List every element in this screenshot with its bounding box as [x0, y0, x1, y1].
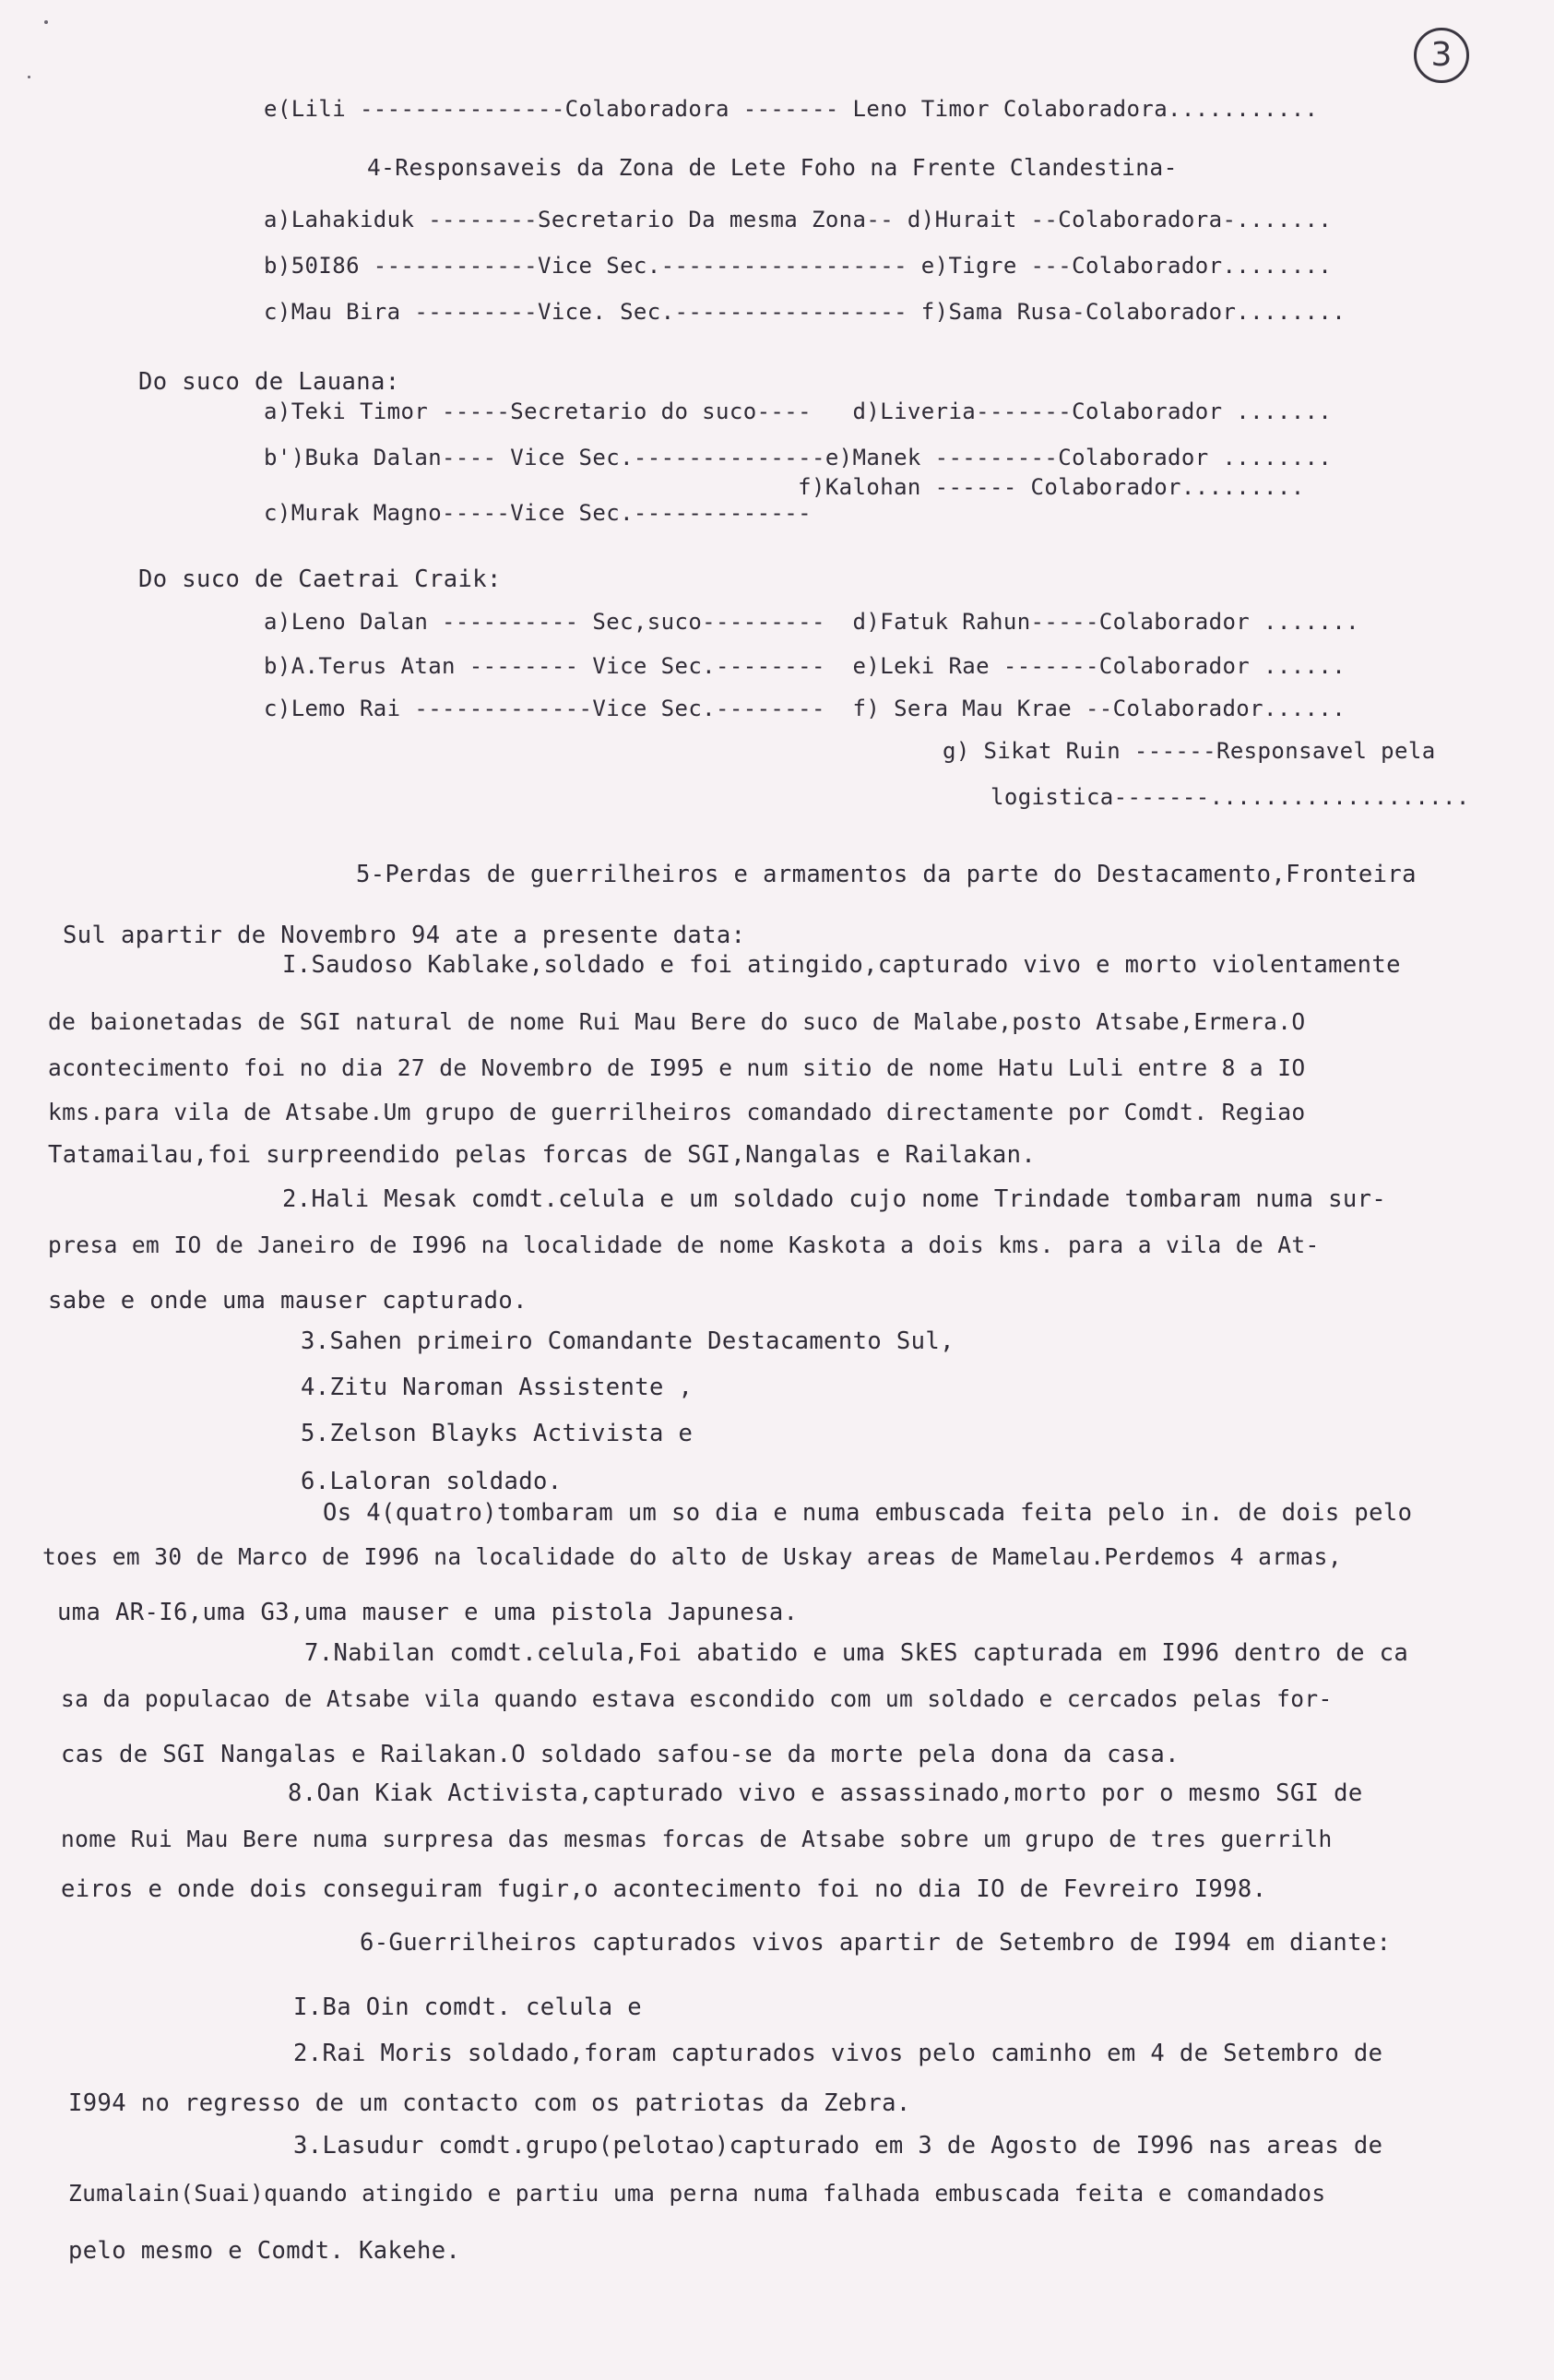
caetrai-row: c)Lemo Rai -------------Vice Sec.-------- f) Sera Mau Krae --Colaborador...... [264, 696, 1346, 721]
lauana-row: b')Buka Dalan---- Vice Sec.--------------e)Manek ---------Colaborador ........ [264, 445, 1333, 470]
losses-line: cas de SGI Nangalas e Railakan.O soldado safou-se da morte pela dona da casa. [61, 1741, 1180, 1768]
zone-row: c)Mau Bira ---------Vice. Sec.----------------- f)Sama Rusa-Colaborador........ [264, 299, 1346, 325]
lauana-section-title: Do suco de Lauana: [138, 368, 400, 396]
paper-speck [44, 20, 48, 24]
losses-line: Tatamailau,foi surpreendido pelas forcas de SGI,Nangalas e Railakan. [48, 1141, 1037, 1169]
zone-row: b)50I86 ------------Vice Sec.------------------ e)Tigre ---Colaborador........ [264, 253, 1333, 279]
losses-line: 2.Hali Mesak comdt.celula e um soldado cujo nome Trindade tombaram numa sur- [282, 1185, 1387, 1213]
losses-line: sa da populacao de Atsabe vila quando estava escondido com um soldado e cercados pelas for- [61, 1685, 1333, 1712]
caetrai-row: g) Sikat Ruin ------Responsavel pela [943, 738, 1436, 764]
losses-line: nome Rui Mau Bere numa surpresa das mesmas forcas de Atsabe sobre um grupo de tres guerrilh [61, 1826, 1333, 1852]
losses-line: acontecimento foi no dia 27 de Novembro de I995 e num sitio de nome Hatu Luli entre 8 a IO [48, 1054, 1306, 1081]
lauana-row: c)Murak Magno-----Vice Sec.------------- [264, 500, 812, 526]
caetrai-row: a)Leno Dalan ---------- Sec,suco--------- d)Fatuk Rahun-----Colaborador ....... [264, 609, 1359, 635]
losses-line: de baionetadas de SGI natural de nome Rui Mau Bere do suco de Malabe,posto Atsabe,Ermera.O [48, 1008, 1306, 1035]
caetrai-row: b)A.Terus Atan -------- Vice Sec.-------- e)Leki Rae -------Colaborador ...... [264, 653, 1346, 679]
lauana-row: f)Kalohan ------ Colaborador......... [264, 474, 1305, 500]
captured-line: Zumalain(Suai)quando atingido e partiu uma perna numa falhada embuscada feita e comandados [68, 2180, 1326, 2207]
losses-line: sabe e onde uma mauser capturado. [48, 1287, 528, 1315]
captured-line: 3.Lasudur comdt.grupo(pelotao)capturado em 3 de Agosto de I996 nas areas de [293, 2132, 1383, 2160]
losses-line: 3.Sahen primeiro Comandante Destacamento Sul, [301, 1327, 955, 1355]
losses-line: 4.Zitu Naroman Assistente , [301, 1374, 694, 1401]
captured-line: pelo mesmo e Comdt. Kakehe. [68, 2237, 461, 2265]
captured-line: 6-Guerrilheiros capturados vivos apartir de Setembro de I994 em diante: [360, 1929, 1392, 1957]
captured-line: 2.Rai Moris soldado,foram capturados vivos pelo caminho em 4 de Setembro de [293, 2040, 1383, 2067]
losses-line: 5.Zelson Blayks Activista e [301, 1420, 694, 1447]
losses-line: 8.Oan Kiak Activista,capturado vivo e assassinado,morto por o mesmo SGI de [288, 1779, 1363, 1807]
captured-line: I.Ba Oin comdt. celula e [293, 1993, 643, 2021]
losses-line: 7.Nabilan comdt.celula,Foi abatido e uma SkES capturada em I996 dentro de ca [304, 1639, 1409, 1667]
losses-line: kms.para vila de Atsabe.Um grupo de guerrilheiros comandado directamente por Comdt. Regiao [48, 1099, 1306, 1125]
losses-line: Os 4(quatro)tombaram um so dia e numa embuscada feita pelo in. de dois pelo [323, 1499, 1413, 1527]
losses-line: I.Saudoso Kablake,soldado e foi atingido,capturado vivo e morto violentamente [282, 951, 1401, 979]
zone-section-title: 4-Responsaveis da Zona de Lete Foho na Frente Clandestina- [367, 154, 1178, 181]
losses-line: uma AR-I6,uma G3,uma mauser e uma pistola Japunesa. [57, 1599, 799, 1626]
losses-line: 6.Laloran soldado. [301, 1468, 563, 1495]
lauana-row: a)Teki Timor -----Secretario do suco---- d)Liveria-------Colaborador ....... [264, 399, 1333, 424]
caetrai-row: logistica-------................... [991, 784, 1470, 810]
captured-line: I994 no regresso de um contacto com os patriotas da Zebra. [68, 2089, 911, 2117]
page-number: 3 [1414, 28, 1469, 83]
caetrai-section-title: Do suco de Caetrai Craik: [138, 565, 502, 593]
header-line: e(Lili ---------------Colaboradora ------- Leno Timor Colaboradora........... [264, 96, 1319, 122]
zone-row: a)Lahakiduk --------Secretario Da mesma Zona-- d)Hurait --Colaboradora-....... [264, 207, 1333, 232]
losses-line: eiros e onde dois conseguiram fugir,o acontecimento foi no dia IO de Fevreiro I998. [61, 1875, 1267, 1903]
losses-line: 5-Perdas de guerrilheiros e armamentos da parte do Destacamento,Fronteira [356, 861, 1417, 888]
losses-line: presa em IO de Janeiro de I996 na localidade de nome Kaskota a dois kms. para a vila de At- [48, 1232, 1320, 1258]
losses-line: toes em 30 de Marco de I996 na localidade do alto de Uskay areas de Mamelau.Perdemos 4 armas, [42, 1543, 1342, 1570]
paper-speck [28, 76, 30, 78]
losses-line: Sul apartir de Novembro 94 ate a presente data: [63, 922, 746, 949]
